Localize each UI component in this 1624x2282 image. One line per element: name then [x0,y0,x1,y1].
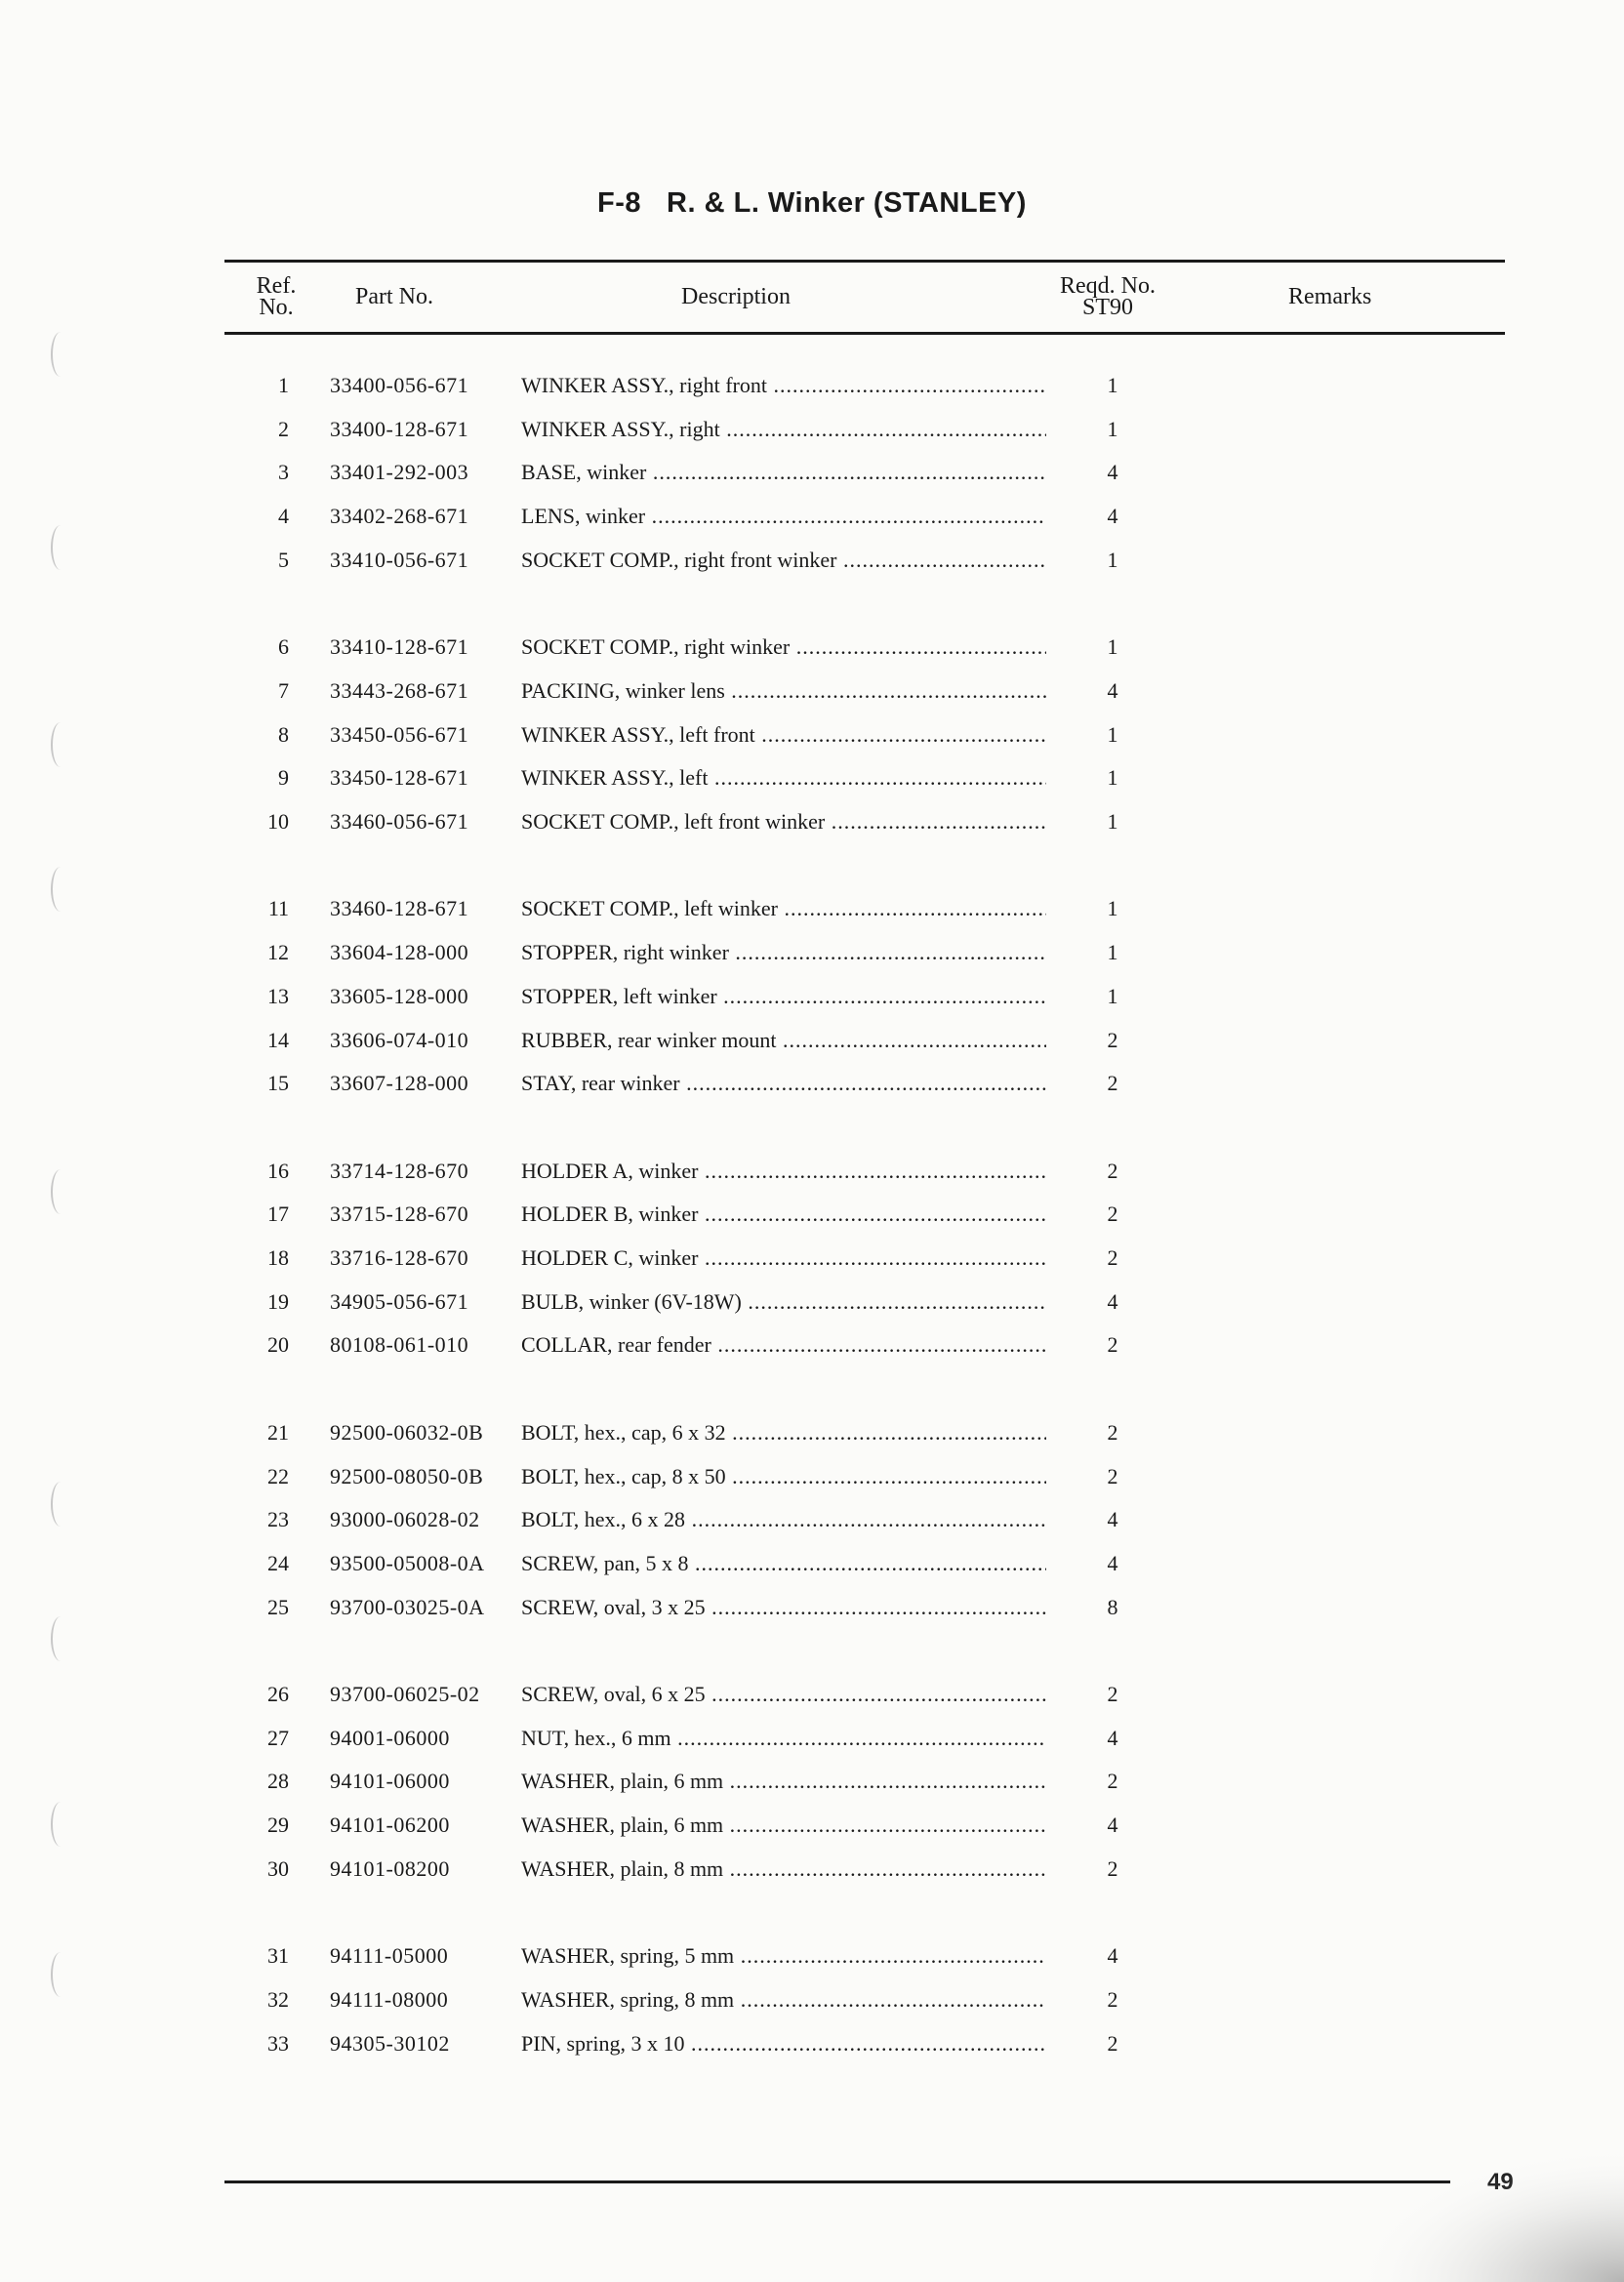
qty-cell: 4 [1107,504,1118,529]
binder-hole-mark [51,1802,70,1847]
part-no-cell: 94101-06200 [330,1813,450,1838]
binder-hole-mark [51,867,70,912]
header-reqd-line1: Reqd. No. [1060,273,1156,299]
table-row [0,415,1624,444]
part-no-cell: 33410-056-671 [330,547,469,572]
description-cell: STOPPER, left winker ..... [521,982,1046,1011]
part-no-cell: 94305-30102 [330,2030,450,2056]
table-row [0,1330,1624,1360]
table-row [0,982,1624,1011]
table-row [0,458,1624,487]
ref-no-cell: 30 [267,1855,289,1881]
part-no-cell: 92500-06032-0B [330,1419,484,1445]
header-reqd-line2: ST90 [1081,295,1133,320]
qty-cell: 4 [1107,1813,1118,1838]
binder-hole-mark [51,722,70,767]
table-row [0,1680,1624,1709]
part-no-cell: 93500-05008-0A [330,1550,485,1575]
qty-cell: 4 [1107,1943,1118,1969]
ref-no-cell: 14 [267,1027,289,1052]
ref-no-cell: 32 [267,1986,289,2012]
ref-no-cell: 24 [267,1550,289,1575]
footer-rule [224,2180,1450,2183]
ref-no-cell: 18 [267,1245,289,1270]
qty-cell: 1 [1107,809,1118,834]
header-ref-no [252,275,301,318]
description-cell: LENS, winker ..... [521,502,1046,531]
description-cell: HOLDER C, winker ..... [521,1243,1046,1273]
table-row [0,1811,1624,1840]
description-cell: WASHER, spring, 8 mm ..... [521,1985,1046,2015]
part-no-cell: 33410-128-671 [330,634,469,660]
table-row [0,546,1624,575]
part-no-cell: 94111-08000 [330,1986,449,2012]
qty-cell: 4 [1107,1550,1118,1575]
qty-cell: 4 [1107,460,1118,485]
table-row [0,1243,1624,1273]
header-description: Description [681,284,791,309]
qty-cell: 2 [1107,1419,1118,1445]
ref-no-cell: 6 [278,634,289,660]
ref-no-cell: 27 [267,1725,289,1750]
binder-hole-mark [51,1616,70,1661]
ref-no-cell: 23 [267,1507,289,1532]
description-cell: WASHER, plain, 8 mm ..... [521,1854,1046,1884]
table-row [0,371,1624,400]
description-cell: HOLDER B, winker ..... [521,1200,1046,1229]
table-row [0,1767,1624,1796]
part-no-cell: 33714-128-670 [330,1158,469,1183]
ref-no-cell: 13 [267,983,289,1008]
table-row [0,676,1624,706]
part-no-cell: 33400-056-671 [330,373,469,397]
description-cell: WINKER ASSY., left ..... [521,763,1046,793]
description-cell: WINKER ASSY., left front ..... [521,720,1046,750]
description-cell: SOCKET COMP., right front winker ..... [521,546,1046,575]
part-no-cell: 33460-128-671 [330,896,469,921]
ref-no-cell: 22 [267,1463,289,1488]
part-no-cell: 80108-061-010 [330,1332,469,1358]
table-row [0,1157,1624,1186]
section-title: R. & L. Winker (STANLEY) [667,187,1027,219]
qty-cell: 4 [1107,1725,1118,1750]
table-row [0,938,1624,967]
header-ref-line2: No. [259,295,294,320]
ref-no-cell: 28 [267,1769,289,1794]
qty-cell: 1 [1107,416,1118,441]
table-row [0,1854,1624,1884]
description-cell: BOLT, hex., 6 x 28 ..... [521,1505,1046,1534]
qty-cell: 2 [1107,1202,1118,1227]
part-no-cell: 33606-074-010 [330,1027,469,1052]
description-cell: NUT, hex., 6 mm ..... [521,1724,1046,1753]
binder-hole-mark [51,332,70,377]
description-cell: COLLAR, rear fender ..... [521,1330,1046,1360]
ref-no-cell: 25 [267,1594,289,1619]
binder-hole-mark [51,1952,70,1997]
part-no-cell: 33443-268-671 [330,677,469,703]
description-cell: STAY, rear winker ..... [521,1069,1046,1098]
qty-cell: 4 [1107,1507,1118,1532]
ref-no-cell: 9 [278,765,289,791]
qty-cell: 2 [1107,1855,1118,1881]
qty-cell: 1 [1107,896,1118,921]
description-cell: PACKING, winker lens ..... [521,676,1046,706]
header-remarks: Remarks [1288,284,1372,309]
description-cell: SOCKET COMP., right winker ..... [521,632,1046,662]
part-no-cell: 94101-06000 [330,1769,450,1794]
description-cell: BOLT, hex., cap, 6 x 32 ..... [521,1418,1046,1447]
qty-cell: 2 [1107,1158,1118,1183]
table-row [0,1724,1624,1753]
description-cell: PIN, spring, 3 x 10 ..... [521,2029,1046,2058]
table-row [0,632,1624,662]
part-no-cell: 33607-128-000 [330,1071,469,1096]
qty-cell: 4 [1107,1288,1118,1314]
qty-cell: 2 [1107,2030,1118,2056]
part-no-cell: 94111-05000 [330,1943,449,1969]
ref-no-cell: 31 [267,1943,289,1969]
binder-hole-mark [51,1482,70,1527]
ref-no-cell: 2 [278,416,289,441]
qty-cell: 1 [1107,634,1118,660]
ref-no-cell: 20 [267,1332,289,1358]
description-cell: BULB, winker (6V-18W) ..... [521,1287,1046,1317]
qty-cell: 2 [1107,1769,1118,1794]
ref-no-cell: 7 [278,677,289,703]
ref-no-cell: 33 [267,2030,289,2056]
table-row [0,1026,1624,1055]
part-no-cell: 94101-08200 [330,1855,450,1881]
table-row [0,1985,1624,2015]
description-cell: SOCKET COMP., left winker ..... [521,894,1046,923]
header-ref-line1: Ref. [256,273,297,299]
qty-cell: 2 [1107,1986,1118,2012]
ref-no-cell: 16 [267,1158,289,1183]
section-code: F-8 [597,187,642,219]
table-row [0,1287,1624,1317]
table-row [0,1069,1624,1098]
ref-no-cell: 4 [278,504,289,529]
part-no-cell: 33604-128-000 [330,940,469,965]
description-cell: WASHER, plain, 6 mm ..... [521,1811,1046,1840]
description-cell: WASHER, spring, 5 mm ..... [521,1941,1046,1971]
table-row [0,1941,1624,1971]
page-corner-wear [1351,2145,1624,2282]
table-row [0,1593,1624,1622]
table-row [0,1462,1624,1491]
qty-cell: 1 [1107,983,1118,1008]
qty-cell: 2 [1107,1027,1118,1052]
qty-cell: 4 [1107,677,1118,703]
qty-cell: 2 [1107,1682,1118,1706]
ref-no-cell: 8 [278,721,289,747]
binder-hole-mark [51,525,70,570]
description-cell: RUBBER, rear winker mount ..... [521,1026,1046,1055]
qty-cell: 2 [1107,1071,1118,1096]
part-no-cell: 33401-292-003 [330,460,469,485]
part-no-cell: 33400-128-671 [330,416,469,441]
table-row [0,763,1624,793]
description-cell: WINKER ASSY., right front ..... [521,371,1046,400]
table-row [0,2029,1624,2058]
part-no-cell: 33402-268-671 [330,504,469,529]
part-no-cell: 33450-128-671 [330,765,469,791]
page-title [0,187,1624,220]
qty-cell: 1 [1107,373,1118,397]
ref-no-cell: 21 [267,1419,289,1445]
part-no-cell: 93700-06025-02 [330,1682,480,1706]
ref-no-cell: 26 [267,1682,289,1706]
description-cell: HOLDER A, winker ..... [521,1157,1046,1186]
table-row [0,720,1624,750]
ref-no-cell: 11 [267,896,289,921]
ref-no-cell: 29 [267,1813,289,1838]
description-cell: STOPPER, right winker ..... [521,938,1046,967]
qty-cell: 1 [1107,765,1118,791]
description-cell: BOLT, hex., cap, 8 x 50 ..... [521,1462,1046,1491]
header-reqd-no [1054,275,1161,318]
part-no-cell: 33450-056-671 [330,721,469,747]
description-cell: SOCKET COMP., left front winker ..... [521,807,1046,836]
ref-no-cell: 17 [267,1202,289,1227]
ref-no-cell: 12 [267,940,289,965]
part-no-cell: 93000-06028-02 [330,1507,480,1532]
description-cell: SCREW, pan, 5 x 8 ..... [521,1549,1046,1578]
table-row [0,807,1624,836]
part-no-cell: 93700-03025-0A [330,1594,485,1619]
ref-no-cell: 3 [278,460,289,485]
binder-hole-mark [51,1169,70,1214]
header-bottom-rule [224,332,1505,335]
header-part-no: Part No. [355,284,433,309]
description-cell: SCREW, oval, 6 x 25 ..... [521,1680,1046,1709]
table-row [0,1200,1624,1229]
table-row [0,502,1624,531]
qty-cell: 1 [1107,721,1118,747]
ref-no-cell: 1 [278,373,289,397]
qty-cell: 1 [1107,547,1118,572]
table-row [0,1418,1624,1447]
ref-no-cell: 15 [267,1071,289,1096]
part-no-cell: 94001-06000 [330,1725,450,1750]
qty-cell: 2 [1107,1332,1118,1358]
description-cell: WINKER ASSY., right ..... [521,415,1046,444]
part-no-cell: 33460-056-671 [330,809,469,834]
part-no-cell: 33605-128-000 [330,983,469,1008]
ref-no-cell: 19 [267,1288,289,1314]
table-row [0,1505,1624,1534]
description-cell: SCREW, oval, 3 x 25 ..... [521,1593,1046,1622]
table-row [0,1549,1624,1578]
part-no-cell: 34905-056-671 [330,1288,469,1314]
table-row [0,894,1624,923]
ref-no-cell: 10 [267,809,289,834]
description-cell: BASE, winker ..... [521,458,1046,487]
qty-cell: 2 [1107,1245,1118,1270]
part-no-cell: 33716-128-670 [330,1245,469,1270]
qty-cell: 8 [1107,1594,1118,1619]
qty-cell: 1 [1107,940,1118,965]
qty-cell: 2 [1107,1463,1118,1488]
header-top-rule [224,260,1505,263]
description-cell: WASHER, plain, 6 mm ..... [521,1767,1046,1796]
ref-no-cell: 5 [278,547,289,572]
part-no-cell: 92500-08050-0B [330,1463,484,1488]
part-no-cell: 33715-128-670 [330,1202,469,1227]
